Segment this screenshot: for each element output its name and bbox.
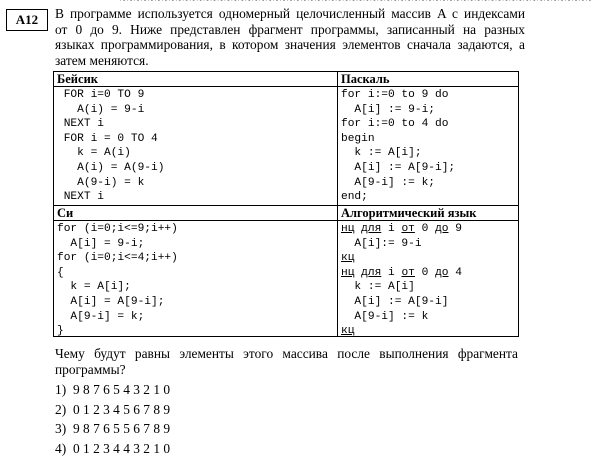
header-divider — [54, 86, 518, 87]
intro-line: от 0 до 9. Ниже представлен фрагмент программы, записанный на разных — [55, 22, 525, 38]
answer-option[interactable] — [55, 439, 170, 458]
keyword: нц — [341, 223, 354, 235]
code-line: A(9-i) = k — [57, 176, 164, 191]
option-text: 0 1 2 3 4 4 3 2 1 0 — [73, 441, 170, 456]
code-line: end; — [341, 190, 455, 205]
keyword: для — [361, 223, 381, 235]
code-line: for i:=0 to 9 do — [341, 88, 455, 103]
code-line: { — [57, 266, 178, 281]
answer-option[interactable] — [55, 380, 170, 400]
basic-header: Бейсик — [57, 72, 98, 86]
option-text: 9 8 7 6 5 4 3 2 1 0 — [73, 382, 170, 397]
code-line: for i:=0 to 4 do — [341, 117, 455, 132]
option-number: 4) — [55, 439, 73, 458]
code-line: A[i] := A[9-i]; — [341, 161, 455, 176]
code-text: 9 — [449, 223, 462, 235]
code-line: A[9-i] := k; — [341, 176, 455, 191]
keyword: до — [435, 223, 448, 235]
code-line: A[i] = 9-i; — [57, 237, 178, 252]
code-text: i — [381, 267, 401, 279]
basic-code — [57, 88, 164, 205]
code-line: A(i) = 9-i — [57, 103, 164, 118]
code-line: FOR i=0 TO 9 — [57, 88, 164, 103]
code-line: for (i=0;i<=9;i++) — [57, 222, 178, 237]
keyword: нц — [341, 267, 354, 279]
code-line: FOR i = 0 TO 4 — [57, 132, 164, 147]
keyword: до — [435, 267, 448, 279]
option-number: 2) — [55, 400, 73, 420]
code-table — [53, 71, 519, 337]
algo-header: Алгоритмический язык — [341, 206, 476, 220]
cropped-top-text: ~~~~~~~~~~~~~~~~~~~~~~~~~~~~~~~~~~~~~~~~~~~~~~~~~~~~~~~~~~~~~~~~~~~~ — [0, 0, 556, 3]
algo-code — [341, 222, 462, 339]
option-number: 1) — [55, 380, 73, 400]
code-line: k = A[i]; — [57, 280, 178, 295]
code-line — [341, 251, 462, 266]
code-line — [341, 266, 462, 281]
option-number: 3) — [55, 419, 73, 439]
code-line — [341, 222, 462, 237]
question-prompt: Чему будут равны элементы этого массива после выполнения фрагмента программы? — [55, 346, 518, 377]
keyword: кц — [341, 325, 354, 337]
code-line: k = A(i) — [57, 146, 164, 161]
code-line — [341, 324, 462, 339]
code-line: } — [57, 324, 178, 339]
keyword: от — [401, 267, 414, 279]
code-text: 0 — [415, 267, 435, 279]
answer-option[interactable] — [55, 400, 170, 420]
code-line: begin — [341, 132, 455, 147]
code-text: i — [381, 223, 401, 235]
pascal-header: Паскаль — [341, 72, 390, 86]
answer-option[interactable] — [55, 419, 170, 439]
header-divider — [54, 220, 518, 221]
code-line: NEXT i — [57, 190, 164, 205]
question-number: A12 — [6, 9, 48, 31]
code-line: NEXT i — [57, 117, 164, 132]
option-text: 0 1 2 3 4 5 6 7 8 9 — [73, 402, 170, 417]
option-text: 9 8 7 6 5 5 6 7 8 9 — [73, 421, 170, 436]
intro-line: затем меняются. — [55, 53, 525, 69]
answer-options — [55, 380, 170, 458]
code-line: A[i] := 9-i; — [341, 103, 455, 118]
c-code — [57, 222, 178, 339]
column-divider — [337, 72, 338, 336]
intro-line: В программе используется одномерный целочисленный массив A с индексами — [55, 6, 525, 22]
pascal-code — [341, 88, 455, 205]
code-line: A(i) = A(9-i) — [57, 161, 164, 176]
keyword: от — [401, 223, 414, 235]
question-intro — [55, 6, 525, 68]
code-line: for (i=0;i<=4;i++) — [57, 251, 178, 266]
code-line: A[i] = A[9-i]; — [57, 295, 178, 310]
intro-line: языках программирования, в котором значения элементов сначала задаются, а — [55, 37, 525, 53]
code-line: A[9-i] := k — [341, 310, 462, 325]
code-line: A[i] := A[9-i] — [341, 295, 462, 310]
code-line: A[9-i] = k; — [57, 310, 178, 325]
code-line: k := A[i]; — [341, 146, 455, 161]
keyword: для — [361, 267, 381, 279]
c-header: Си — [57, 206, 73, 220]
keyword: кц — [341, 252, 354, 264]
code-text: 4 — [449, 267, 462, 279]
code-line: A[i]:= 9-i — [341, 237, 462, 252]
code-line: k := A[i] — [341, 280, 462, 295]
code-text: 0 — [415, 223, 435, 235]
